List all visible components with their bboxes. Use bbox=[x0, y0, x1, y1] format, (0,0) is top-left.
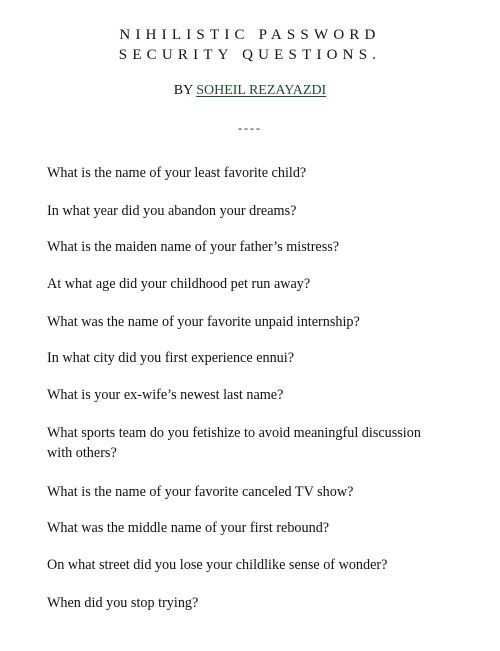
question-item: When did you stop trying? bbox=[47, 595, 199, 611]
byline bbox=[0, 82, 500, 100]
question-item: In what city did you first experience ennui? bbox=[47, 350, 295, 366]
question-item: What was the name of your favorite unpaid internship? bbox=[47, 314, 360, 330]
question-item: What was the middle name of your first rebound? bbox=[47, 520, 330, 536]
title-line-2: SECURITY QUESTIONS. bbox=[118, 47, 382, 63]
author-link[interactable]: SOHEIL REZAYAZDI bbox=[196, 83, 327, 98]
question-item: At what age did your childhood pet run away? bbox=[47, 276, 311, 292]
question-item: What is the name of your least favorite child? bbox=[47, 165, 307, 181]
section-divider: ---- bbox=[238, 121, 262, 135]
question-item: What is the name of your favorite canceled TV show? bbox=[47, 484, 354, 500]
title-line-1: NIHILISTIC PASSWORD bbox=[119, 27, 381, 43]
byline-prefix: BY bbox=[173, 83, 197, 98]
question-item: What is the maiden name of your father’s mistress? bbox=[47, 239, 340, 255]
question-item: What sports team do you fetishize to avoid meaningful discussion with others? bbox=[47, 425, 421, 461]
question-item: In what year did you abandon your dreams? bbox=[47, 203, 297, 219]
question-item: On what street did you lose your childlike sense of wonder? bbox=[47, 557, 388, 573]
question-item: What is your ex-wife’s newest last name? bbox=[47, 387, 284, 403]
